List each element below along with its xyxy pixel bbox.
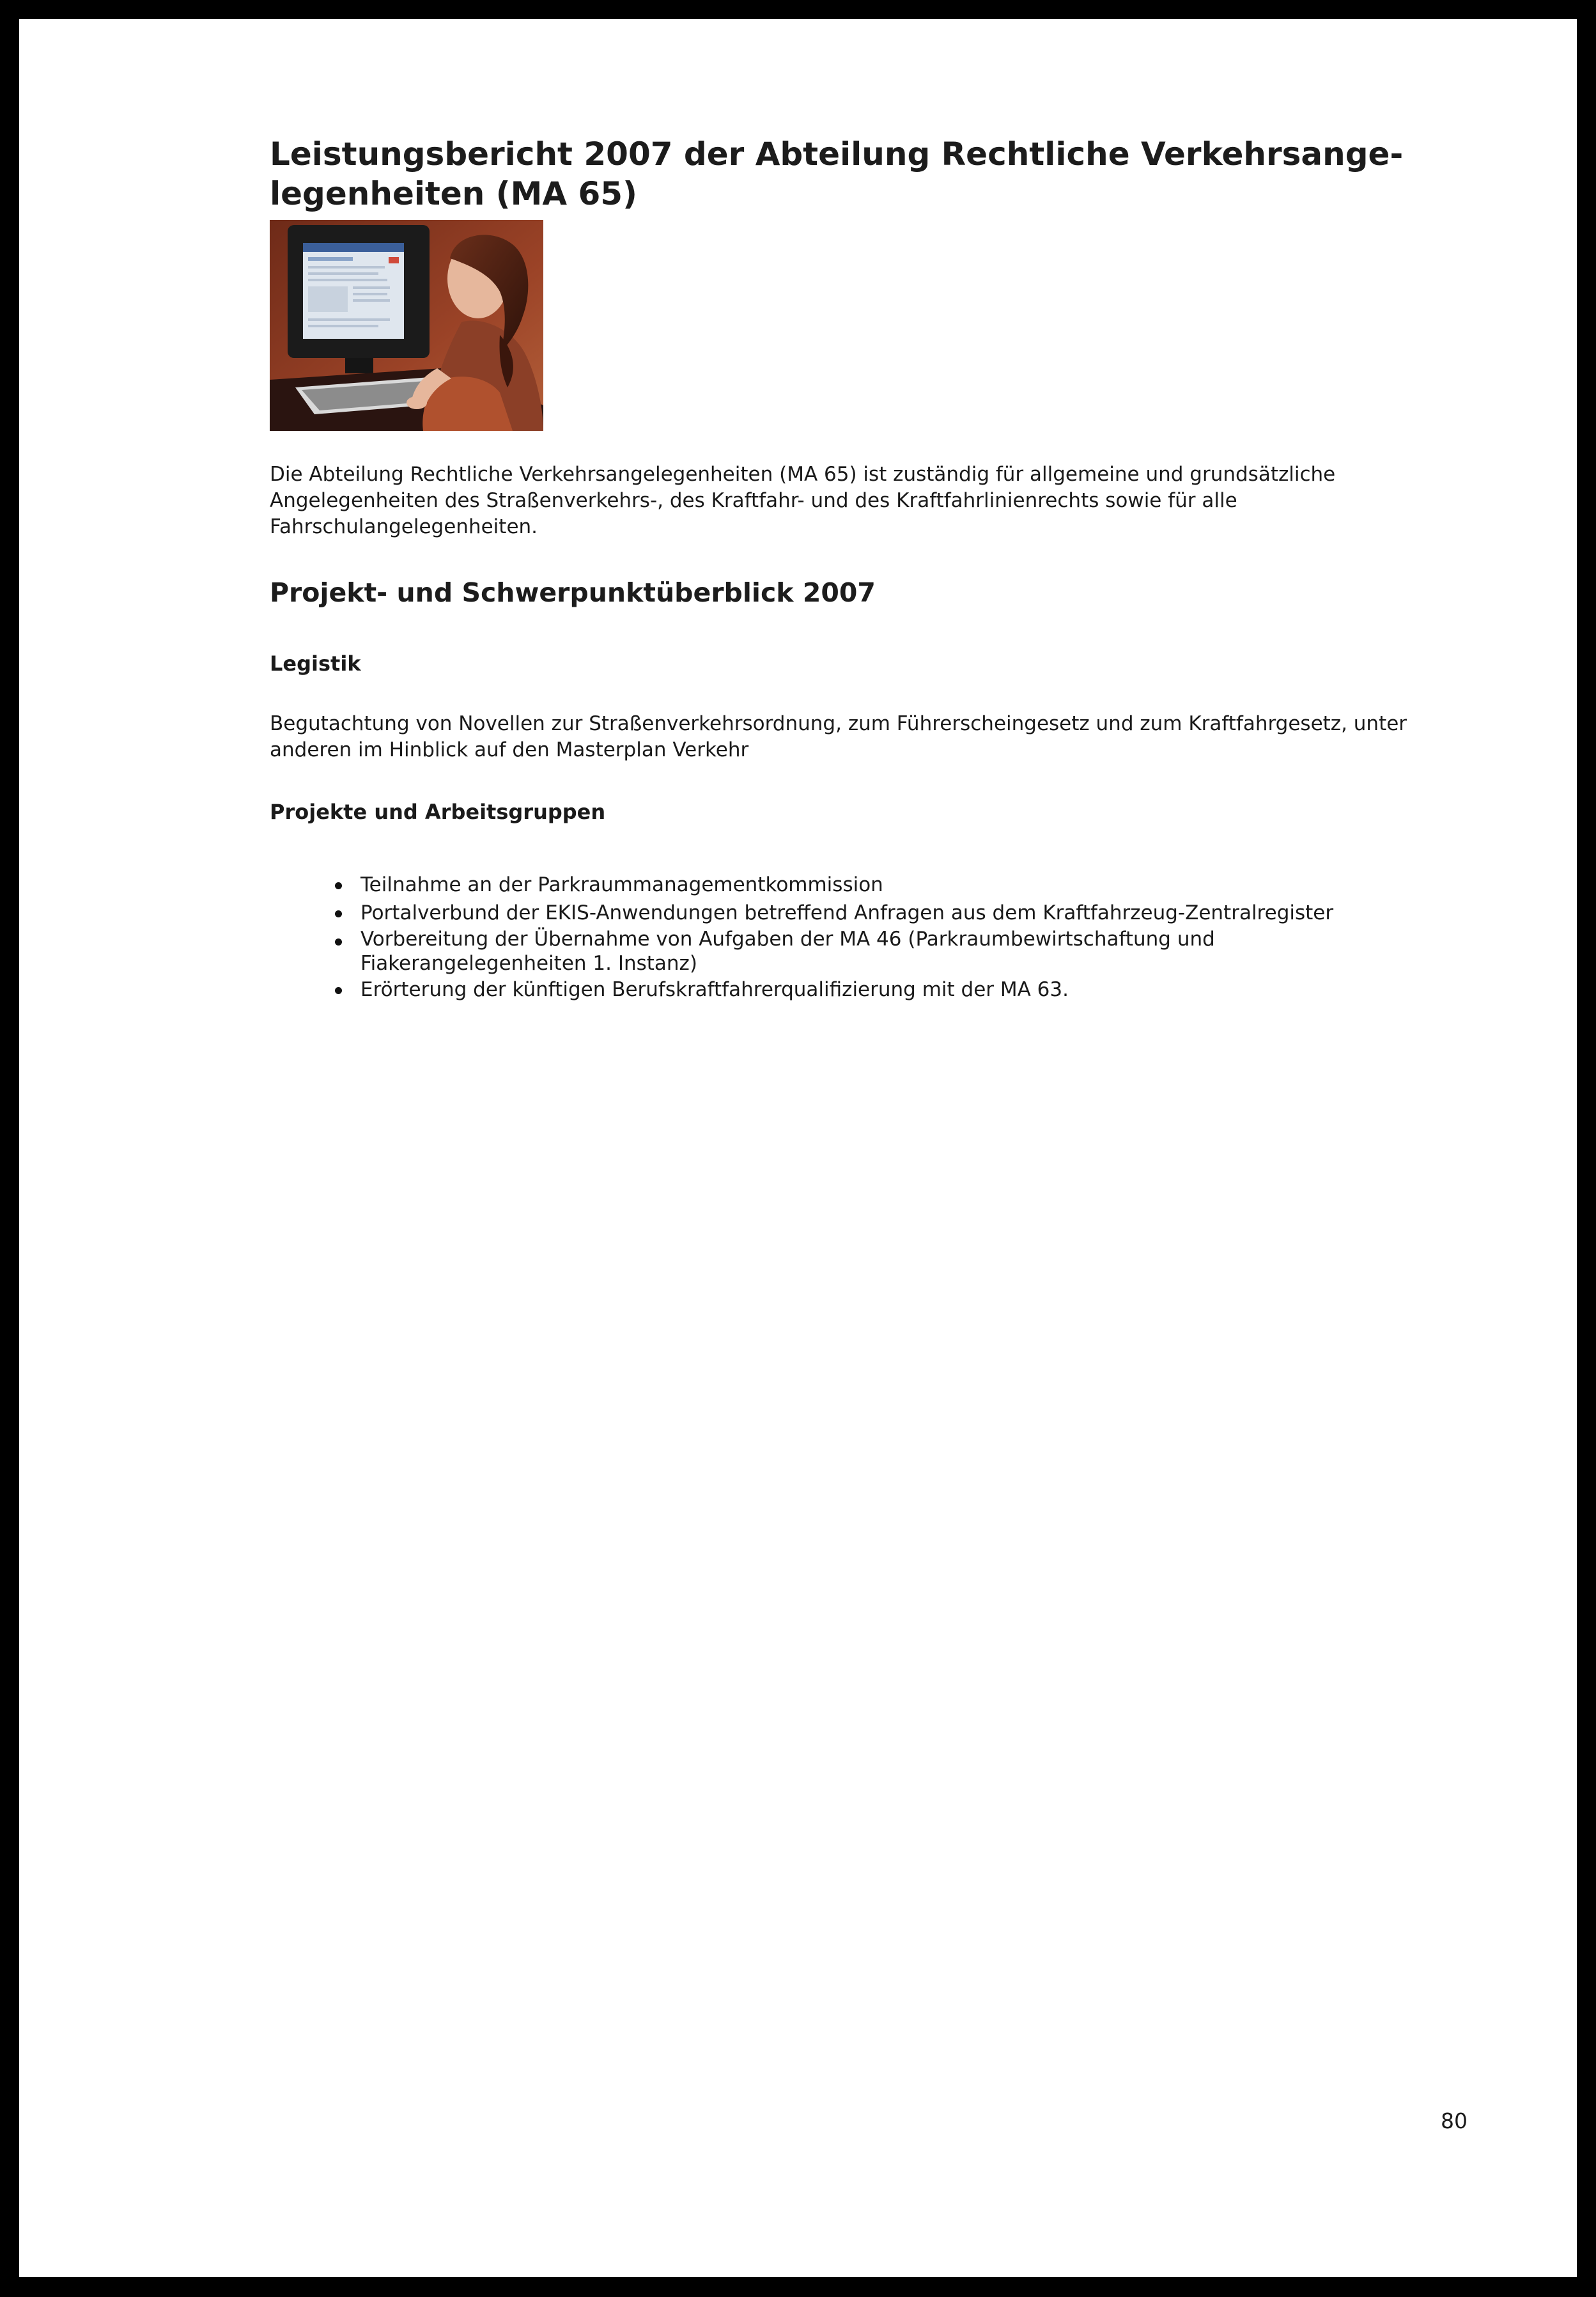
- office-computer-photo: [270, 220, 543, 431]
- bullet-icon: [335, 987, 342, 994]
- legistik-line: Begutachtung von Novellen zur Straßenverkehrsordnung, zum Führerscheingesetz und zum Kraftfahrgesetz, unter: [270, 712, 1407, 735]
- legistik-heading: Legistik: [270, 651, 361, 676]
- intro-line: Fahrschulangelegenheiten.: [270, 515, 538, 538]
- section-heading: Projekt- und Schwerpunktüberblick 2007: [270, 577, 876, 608]
- projekte-heading: Projekte und Arbeitsgruppen: [270, 800, 606, 824]
- page-title-line-2: legenheiten (MA 65): [270, 175, 637, 212]
- list-item-text: Teilnahme an der Parkraummanagementkommission: [360, 873, 883, 896]
- legistik-line: anderen im Hinblick auf den Masterplan Verkehr: [270, 738, 749, 761]
- bullet-icon: [335, 882, 342, 889]
- page-title-line-1: Leistungsbericht 2007 der Abteilung Rechtliche Verkehrsange-: [270, 136, 1404, 173]
- bullet-icon: [335, 910, 342, 917]
- page-title: [270, 134, 1407, 214]
- legistik-paragraph: [270, 711, 1484, 763]
- list-item: [270, 899, 1484, 927]
- list-item-text: Vorbereitung der Übernahme von Aufgaben der MA 46 (Parkraumbewirtschaftung und: [360, 928, 1215, 951]
- projekte-list: [270, 871, 1484, 1004]
- list-item: [270, 976, 1484, 1004]
- intro-line: Angelegenheiten des Straßenverkehrs-, des Kraftfahr- und des Kraftfahrlinienrechts sowie für alle: [270, 489, 1237, 512]
- page-number: 80: [1441, 2108, 1468, 2133]
- list-item: [270, 871, 1484, 899]
- list-item: [270, 927, 1484, 976]
- bullet-icon: [335, 938, 342, 946]
- list-item-text: Portalverbund der EKIS-Anwendungen betreffend Anfragen aus dem Kraftfahrzeug-Zentralregister: [360, 901, 1334, 924]
- office-computer-photo-image: [270, 220, 543, 431]
- document-page: [19, 19, 1577, 2277]
- list-item-text: Erörterung der künftigen Berufskraftfahrerqualifizierung mit der MA 63.: [360, 978, 1069, 1001]
- intro-line: Die Abteilung Rechtliche Verkehrsangelegenheiten (MA 65) ist zuständig für allgemeine und grundsätzliche: [270, 463, 1336, 486]
- intro-paragraph: [270, 462, 1484, 540]
- list-item-text: Fiakerangelegenheiten 1. Instanz): [360, 952, 697, 975]
